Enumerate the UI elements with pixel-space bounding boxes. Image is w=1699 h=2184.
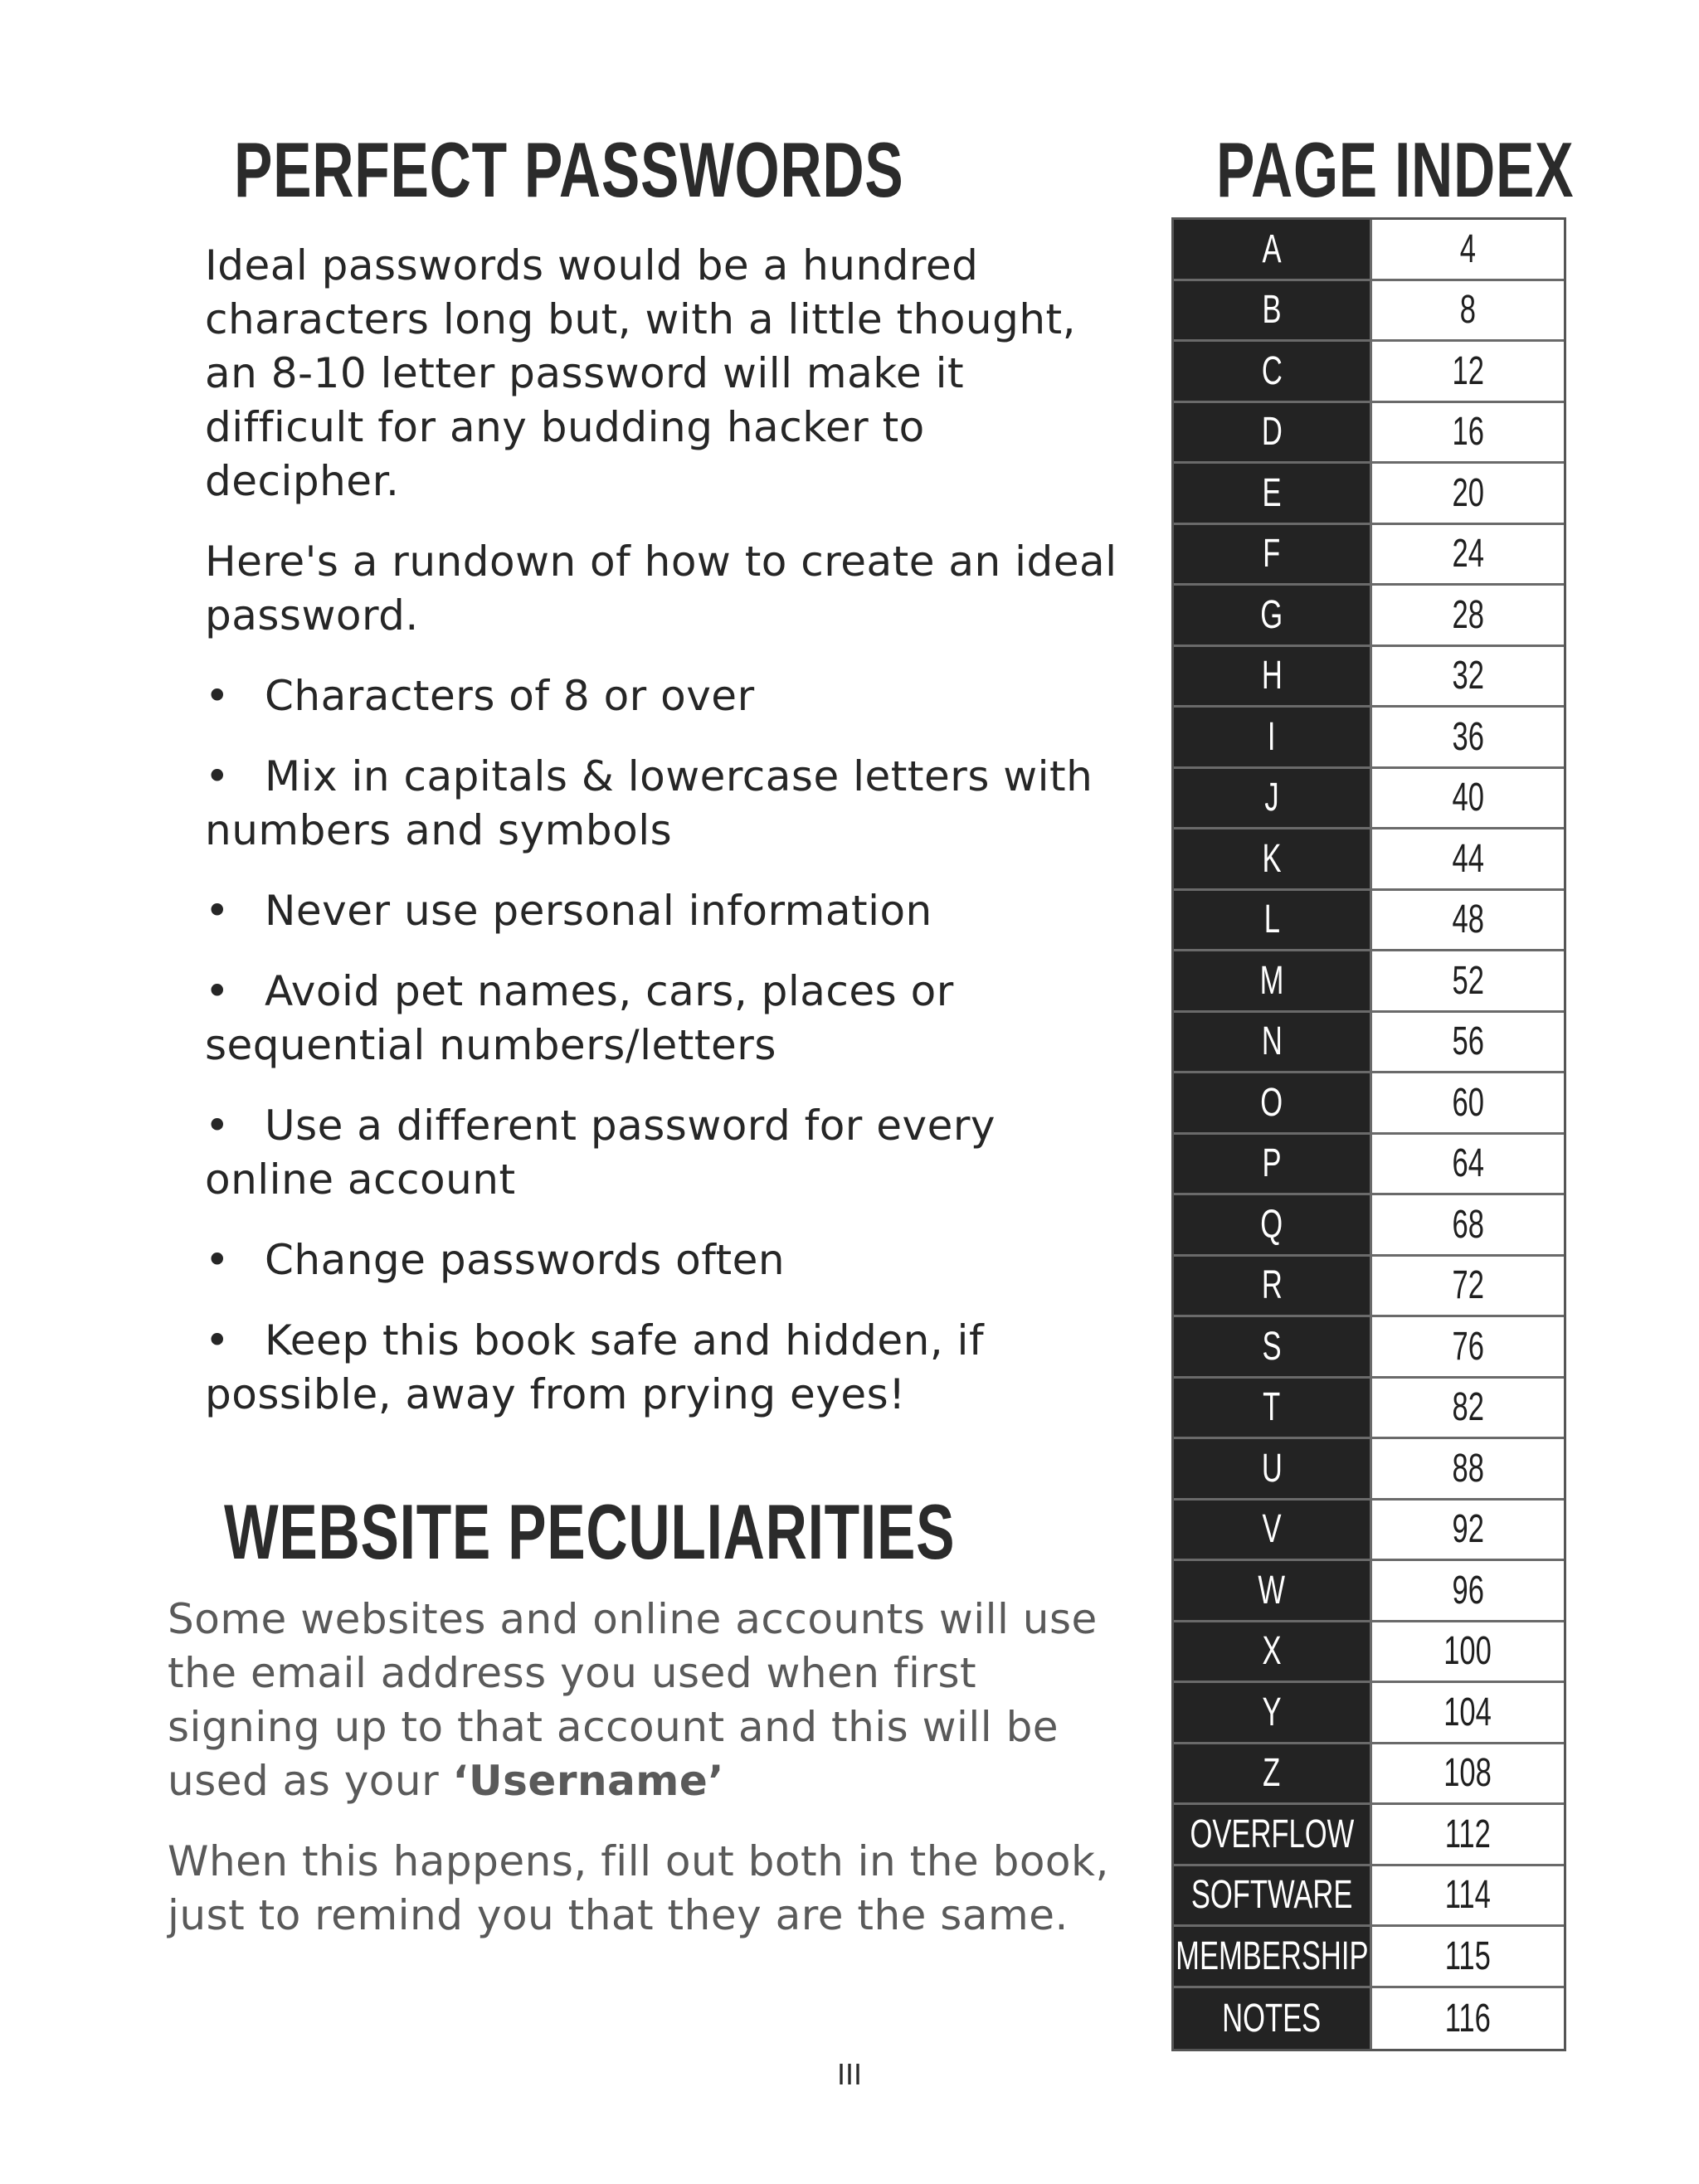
index-page-number: 8	[1370, 281, 1564, 340]
index-section-label: E	[1174, 464, 1370, 523]
list-item: • Avoid pet names, cars, places or sequential numbers/letters	[205, 965, 1117, 1073]
perfect-passwords-heading: PERFECT PASSWORDS	[234, 126, 904, 213]
index-page-number: 76	[1370, 1317, 1564, 1376]
table-row	[1174, 403, 1564, 465]
index-page-number: 112	[1370, 1805, 1564, 1864]
table-row	[1174, 1683, 1564, 1744]
list-item: • Change passwords often	[205, 1233, 1117, 1287]
list-item: • Characters of 8 or over	[205, 669, 1117, 723]
table-row	[1174, 1866, 1564, 1928]
index-section-label: Q	[1174, 1195, 1370, 1254]
bullet-icon: •	[205, 1236, 230, 1284]
index-section-label: F	[1174, 525, 1370, 584]
website-peculiarities-paragraph-1: Some websites and online accounts will use the email address you used when first signing up to that account and this will be used as your ‘Username’	[168, 1595, 1098, 1805]
page-number: III	[836, 2057, 862, 2091]
index-section-label: U	[1174, 1439, 1370, 1498]
index-section-label: Z	[1174, 1744, 1370, 1803]
index-page-number: 60	[1370, 1073, 1564, 1132]
index-page-number: 92	[1370, 1501, 1564, 1559]
website-peculiarities-heading: WEBSITE PECULIARITIES	[224, 1488, 956, 1575]
perfect-passwords-body	[205, 239, 1117, 1448]
index-page-number: 72	[1370, 1257, 1564, 1316]
index-section-label: T	[1174, 1379, 1370, 1437]
table-row	[1174, 525, 1564, 586]
table-row	[1174, 708, 1564, 769]
bullet-icon: •	[205, 887, 230, 935]
table-row	[1174, 1379, 1564, 1440]
index-page-number: 104	[1370, 1683, 1564, 1742]
list-item: • Use a different password for every online account	[205, 1099, 1117, 1207]
table-row	[1174, 769, 1564, 830]
index-page-number: 52	[1370, 951, 1564, 1010]
index-section-label: OVERFLOW	[1174, 1805, 1370, 1864]
index-section-label: C	[1174, 342, 1370, 401]
index-section-label: P	[1174, 1135, 1370, 1194]
table-row	[1174, 342, 1564, 403]
table-row	[1174, 1013, 1564, 1074]
index-page-number: 4	[1370, 220, 1564, 279]
index-page-number: 96	[1370, 1561, 1564, 1620]
index-page-number: 68	[1370, 1195, 1564, 1254]
index-page-number: 56	[1370, 1013, 1564, 1072]
table-row	[1174, 1135, 1564, 1196]
perfect-passwords-intro: Ideal passwords would be a hundred characters long but, with a little thought, an 8-10 letter password will make it difficult for any budding hacker to decipher.	[205, 241, 1077, 505]
index-section-label: V	[1174, 1501, 1370, 1559]
index-section-label: I	[1174, 708, 1370, 766]
index-section-label: M	[1174, 951, 1370, 1010]
index-section-label: Y	[1174, 1683, 1370, 1742]
username-emphasis: ‘Username’	[452, 1757, 724, 1805]
index-page-number: 116	[1370, 1988, 1564, 2050]
index-section-label: L	[1174, 891, 1370, 950]
table-row	[1174, 1501, 1564, 1562]
table-row	[1174, 1988, 1564, 2050]
bullet-icon: •	[205, 967, 230, 1015]
password-tips-list	[205, 669, 1117, 1422]
index-page-number: 36	[1370, 708, 1564, 766]
index-section-label: A	[1174, 220, 1370, 279]
bullet-icon: •	[205, 672, 230, 720]
table-row	[1174, 951, 1564, 1013]
bullet-icon: •	[205, 752, 230, 800]
index-section-label: S	[1174, 1317, 1370, 1376]
page-index-heading: PAGE INDEX	[1216, 126, 1575, 213]
index-page-number: 100	[1370, 1622, 1564, 1681]
index-section-label: H	[1174, 647, 1370, 706]
table-row	[1174, 1622, 1564, 1684]
table-row	[1174, 1927, 1564, 1988]
website-peculiarities-body	[168, 1593, 1122, 1969]
table-row	[1174, 1195, 1564, 1257]
index-page-number: 48	[1370, 891, 1564, 950]
index-section-label: K	[1174, 829, 1370, 888]
index-page-number: 12	[1370, 342, 1564, 401]
index-page-number: 82	[1370, 1379, 1564, 1437]
table-row	[1174, 1805, 1564, 1866]
index-section-label: X	[1174, 1622, 1370, 1681]
index-section-label: O	[1174, 1073, 1370, 1132]
table-row	[1174, 1744, 1564, 1806]
website-peculiarities-paragraph-2: When this happens, fill out both in the book, just to remind you that they are the same.	[168, 1837, 1109, 1939]
index-page-number: 44	[1370, 829, 1564, 888]
table-row	[1174, 586, 1564, 647]
index-page-number: 28	[1370, 586, 1564, 644]
table-row	[1174, 1439, 1564, 1501]
table-row	[1174, 891, 1564, 952]
table-row	[1174, 647, 1564, 708]
index-section-label: J	[1174, 769, 1370, 828]
index-page-number: 24	[1370, 525, 1564, 584]
index-section-label: D	[1174, 403, 1370, 462]
index-section-label: R	[1174, 1257, 1370, 1316]
list-item: • Keep this book safe and hidden, if possible, away from prying eyes!	[205, 1314, 1117, 1422]
index-page-number: 88	[1370, 1439, 1564, 1498]
list-item: • Never use personal information	[205, 884, 1117, 938]
index-section-label: MEMBERSHIP	[1174, 1927, 1370, 1986]
bullet-icon: •	[205, 1102, 230, 1150]
table-row	[1174, 1257, 1564, 1318]
index-page-number: 32	[1370, 647, 1564, 706]
table-row	[1174, 1561, 1564, 1622]
index-page-number: 40	[1370, 769, 1564, 828]
index-page-number: 114	[1370, 1866, 1564, 1925]
table-row	[1174, 220, 1564, 281]
bullet-icon: •	[205, 1316, 230, 1364]
table-row	[1174, 1073, 1564, 1135]
index-page-number: 64	[1370, 1135, 1564, 1194]
index-section-label: G	[1174, 586, 1370, 644]
index-page-number: 20	[1370, 464, 1564, 523]
table-row	[1174, 1317, 1564, 1379]
index-section-label: N	[1174, 1013, 1370, 1072]
page-index-table	[1171, 217, 1566, 2051]
table-row	[1174, 281, 1564, 343]
table-row	[1174, 829, 1564, 891]
index-page-number: 16	[1370, 403, 1564, 462]
index-section-label: B	[1174, 281, 1370, 340]
table-row	[1174, 464, 1564, 525]
list-item: • Mix in capitals & lowercase letters with numbers and symbols	[205, 750, 1117, 858]
perfect-passwords-rundown: Here's a rundown of how to create an ideal password.	[205, 537, 1117, 640]
index-page-number: 108	[1370, 1744, 1564, 1803]
index-section-label: NOTES	[1174, 1988, 1370, 2050]
index-section-label: W	[1174, 1561, 1370, 1620]
index-page-number: 115	[1370, 1927, 1564, 1986]
index-section-label: SOFTWARE	[1174, 1866, 1370, 1925]
